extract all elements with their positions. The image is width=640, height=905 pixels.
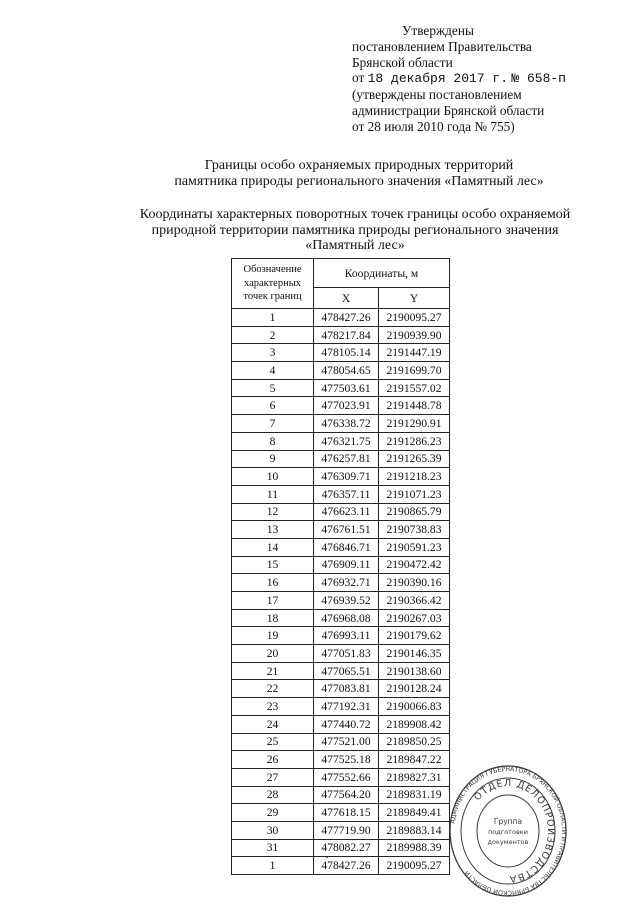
- cell-y: 2191265.39: [379, 450, 450, 468]
- cell-point: 11: [232, 485, 314, 503]
- cell-x: 476846.71: [314, 538, 379, 556]
- cell-y: 2189847.22: [379, 751, 450, 769]
- cell-point: 27: [232, 768, 314, 786]
- cell-x: 477440.72: [314, 715, 379, 733]
- stamp-outer-text: АДМИНИСТРАЦИЯ ГУБЕРНАТОРА БРЯНСКОЙ ОБЛАСТИ И ПРАВИТЕЛЬСТВА БРЯНСКОЙ ОБЛАСТИ: [449, 765, 568, 897]
- approval-decree-prefix: от: [352, 70, 368, 86]
- cell-y: 2190267.03: [379, 609, 450, 627]
- table-body: [232, 309, 450, 875]
- cell-x: 477065.51: [314, 662, 379, 680]
- cell-y: 2191447.19: [379, 344, 450, 362]
- header-point-line: характерных: [243, 277, 302, 289]
- table-row: [232, 326, 450, 344]
- title-line-2: памятника природы регионального значения «Памятный лес»: [174, 173, 544, 189]
- cell-point: 28: [232, 786, 314, 804]
- table-row: [232, 556, 450, 574]
- cell-x: 476932.71: [314, 574, 379, 592]
- cell-point: 19: [232, 627, 314, 645]
- table-row: [232, 715, 450, 733]
- cell-y: 2190738.83: [379, 521, 450, 539]
- cell-point: 13: [232, 521, 314, 539]
- cell-y: 2191557.02: [379, 379, 450, 397]
- stamp-center-line-2: подготовки: [488, 828, 528, 836]
- approval-line-1: Утверждены: [402, 23, 474, 38]
- coordinates-table: [231, 258, 450, 875]
- cell-x: 477023.91: [314, 397, 379, 415]
- cell-point: 29: [232, 804, 314, 822]
- cell-point: 6: [232, 397, 314, 415]
- cell-y: 2190095.27: [379, 309, 450, 327]
- table-row: [232, 609, 450, 627]
- approval-line-3: Брянской области: [352, 54, 453, 70]
- table-row: [232, 450, 450, 468]
- table-header-row: [232, 259, 450, 288]
- cell-y: 2189908.42: [379, 715, 450, 733]
- cell-x: 477719.90: [314, 821, 379, 839]
- stamp-ring-text: ОТДЕЛ ДЕЛОПРОИЗВОДСТВА: [472, 777, 557, 885]
- table-row: [232, 397, 450, 415]
- cell-x: 476623.11: [314, 503, 379, 521]
- cell-y: 2191699.70: [379, 362, 450, 380]
- cell-y: 2190179.62: [379, 627, 450, 645]
- table-row: [232, 344, 450, 362]
- cell-y: 2189988.39: [379, 839, 450, 857]
- cell-point: 18: [232, 609, 314, 627]
- cell-x: 478217.84: [314, 326, 379, 344]
- approval-line-5: (утверждены постановлением: [352, 87, 522, 103]
- header-point-line: Обозначение: [243, 264, 302, 276]
- table-row: [232, 415, 450, 433]
- cell-point: 7: [232, 415, 314, 433]
- cell-x: 476338.72: [314, 415, 379, 433]
- cell-point: 9: [232, 450, 314, 468]
- cell-x: 476968.08: [314, 609, 379, 627]
- cell-y: 2190591.23: [379, 538, 450, 556]
- approval-line-2: постановлением Правительства: [352, 38, 532, 54]
- cell-x: 478054.65: [314, 362, 379, 380]
- cell-x: 476321.75: [314, 432, 379, 450]
- cell-point: 10: [232, 468, 314, 486]
- cell-point: 31: [232, 839, 314, 857]
- cell-point: 26: [232, 751, 314, 769]
- caption-line-3: «Памятный лес»: [305, 238, 405, 253]
- decree-number: № 658-п: [511, 71, 566, 87]
- header-x: X: [314, 288, 379, 309]
- table-row: [232, 645, 450, 663]
- table-row: [232, 309, 450, 327]
- header-point-designation: [232, 259, 314, 309]
- approval-block: [352, 23, 622, 135]
- cell-point: 3: [232, 344, 314, 362]
- stamp-center-line-1: Группа: [493, 817, 523, 826]
- cell-x: 476309.71: [314, 468, 379, 486]
- cell-x: 478105.14: [314, 344, 379, 362]
- table-row: [232, 698, 450, 716]
- cell-point: 21: [232, 662, 314, 680]
- table-row: [232, 538, 450, 556]
- approval-line-7: от 28 июля 2010 года № 755): [352, 118, 515, 134]
- table-row: [232, 839, 450, 857]
- table-row: [232, 627, 450, 645]
- cell-x: 476257.81: [314, 450, 379, 468]
- cell-x: 478427.26: [314, 309, 379, 327]
- cell-x: 478427.26: [314, 857, 379, 875]
- caption-line-2: природной территории памятника природы регионального значения: [151, 222, 559, 238]
- caption-line-1: Координаты характерных поворотных точек границы особо охраняемой: [139, 207, 571, 222]
- table-row: [232, 468, 450, 486]
- cell-point: 22: [232, 680, 314, 698]
- table-row: [232, 786, 450, 804]
- cell-x: 476909.11: [314, 556, 379, 574]
- cell-point: 1: [232, 857, 314, 875]
- cell-point: 30: [232, 821, 314, 839]
- cell-x: 476939.52: [314, 592, 379, 610]
- approval-line-6: администрации Брянской области: [352, 102, 545, 118]
- cell-x: 476357.11: [314, 485, 379, 503]
- document-title: [0, 158, 640, 189]
- cell-x: 477525.18: [314, 751, 379, 769]
- cell-x: 477618.15: [314, 804, 379, 822]
- cell-x: 476761.51: [314, 521, 379, 539]
- table-row: [232, 857, 450, 875]
- cell-y: 2190939.90: [379, 326, 450, 344]
- cell-point: 2: [232, 326, 314, 344]
- cell-y: 2190066.83: [379, 698, 450, 716]
- cell-point: 4: [232, 362, 314, 380]
- cell-x: 477521.00: [314, 733, 379, 751]
- table-row: [232, 592, 450, 610]
- cell-y: 2190390.16: [379, 574, 450, 592]
- cell-y: 2191071.23: [379, 485, 450, 503]
- table-row: [232, 733, 450, 751]
- cell-y: 2190366.42: [379, 592, 450, 610]
- cell-point: 1: [232, 309, 314, 327]
- table-row: [232, 362, 450, 380]
- cell-y: 2190865.79: [379, 503, 450, 521]
- table-row: [232, 574, 450, 592]
- table-row: [232, 768, 450, 786]
- cell-point: 17: [232, 592, 314, 610]
- cell-y: 2190128.24: [379, 680, 450, 698]
- cell-point: 24: [232, 715, 314, 733]
- cell-x: 477083.81: [314, 680, 379, 698]
- stamp-center-line-3: документов: [487, 838, 529, 846]
- table-row: [232, 751, 450, 769]
- cell-x: 476993.11: [314, 627, 379, 645]
- header-point-line: точек границ: [243, 291, 302, 303]
- cell-y: 2191448.78: [379, 397, 450, 415]
- cell-y: 2189883.14: [379, 821, 450, 839]
- cell-point: 14: [232, 538, 314, 556]
- header-coordinates: Координаты, м: [314, 259, 450, 288]
- cell-y: 2189850.25: [379, 733, 450, 751]
- cell-point: 20: [232, 645, 314, 663]
- cell-y: 2190095.27: [379, 857, 450, 875]
- cell-point: 16: [232, 574, 314, 592]
- cell-point: 8: [232, 432, 314, 450]
- cell-y: 2189831.19: [379, 786, 450, 804]
- cell-point: 25: [232, 733, 314, 751]
- header-y: Y: [379, 288, 450, 309]
- cell-x: 477564.20: [314, 786, 379, 804]
- table-caption: [0, 207, 640, 254]
- cell-y: 2191290.91: [379, 415, 450, 433]
- cell-y: 2190146.35: [379, 645, 450, 663]
- cell-point: 23: [232, 698, 314, 716]
- table-row: [232, 662, 450, 680]
- cell-x: 477192.31: [314, 698, 379, 716]
- decree-date: 18 декабря 2017 г.: [367, 71, 509, 87]
- cell-y: 2189849.41: [379, 804, 450, 822]
- approval-decree-line: [352, 70, 622, 87]
- table-row: [232, 503, 450, 521]
- cell-x: 478082.27: [314, 839, 379, 857]
- table-row: [232, 485, 450, 503]
- office-stamp: [448, 762, 568, 900]
- cell-y: 2190472.42: [379, 556, 450, 574]
- table-row: [232, 379, 450, 397]
- title-line-1: Границы особо охраняемых природных территорий: [204, 158, 514, 173]
- table-row: [232, 821, 450, 839]
- cell-point: 5: [232, 379, 314, 397]
- cell-point: 15: [232, 556, 314, 574]
- cell-x: 477552.66: [314, 768, 379, 786]
- cell-x: 477503.61: [314, 379, 379, 397]
- table-row: [232, 680, 450, 698]
- cell-y: 2190138.60: [379, 662, 450, 680]
- cell-y: 2191286.23: [379, 432, 450, 450]
- ink-dot: [326, 856, 328, 858]
- table-row: [232, 432, 450, 450]
- table-row: [232, 804, 450, 822]
- table-row: [232, 521, 450, 539]
- cell-x: 477051.83: [314, 645, 379, 663]
- cell-point: 12: [232, 503, 314, 521]
- cell-y: 2189827.31: [379, 768, 450, 786]
- cell-y: 2191218.23: [379, 468, 450, 486]
